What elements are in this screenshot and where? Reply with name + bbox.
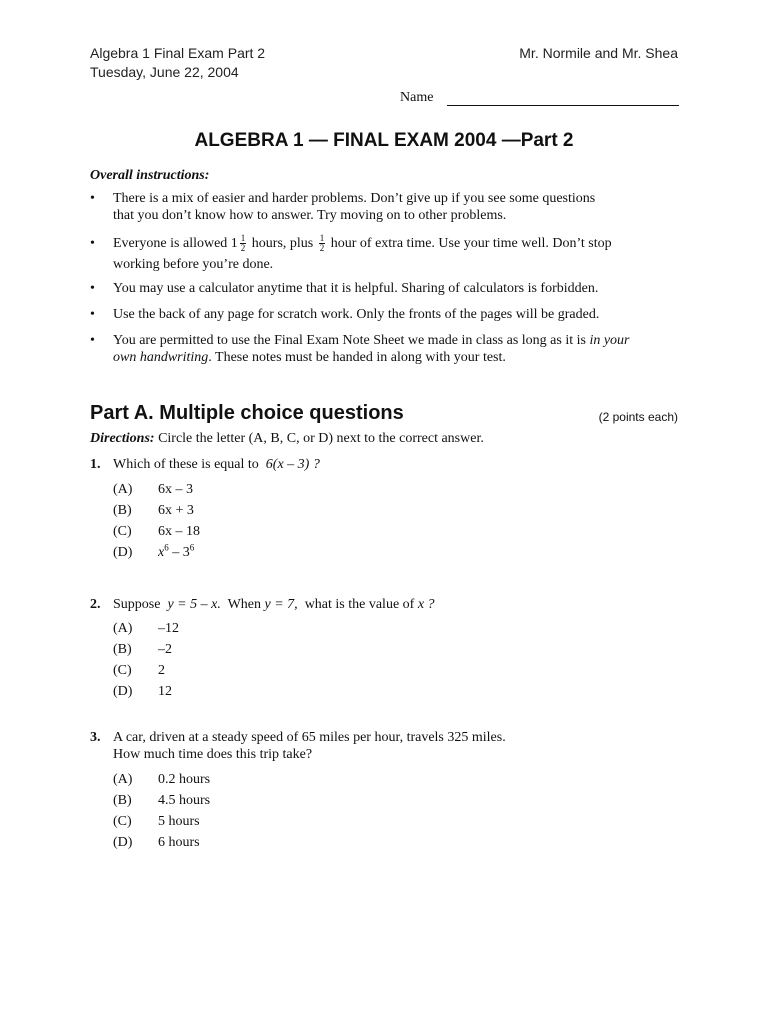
name-label: Name	[400, 90, 434, 105]
question-text: A car, driven at a steady speed of 65 miles per hour, travels 325 miles.	[113, 730, 506, 745]
question-text: When	[227, 597, 262, 612]
teacher-names: Mr. Normile and Mr. Shea	[519, 45, 678, 61]
question-expression: 6(x – 3) ?	[265, 457, 320, 472]
instruction-text: hours, plus	[251, 236, 314, 251]
instruction-text-italic: own handwriting	[113, 350, 209, 365]
question-expression: y = 5 – x.	[167, 597, 221, 612]
name-field-row	[400, 90, 679, 106]
instruction-item	[90, 332, 690, 366]
instruction-item	[90, 233, 690, 275]
choice-b[interactable]: (B) 6x + 3	[113, 503, 194, 518]
fraction-one-half: $\frac{1}{2}$	[319, 233, 325, 254]
directions	[90, 431, 484, 447]
choice-d[interactable]: (D) 6 hours	[113, 835, 200, 850]
name-blank-line[interactable]	[447, 91, 679, 106]
question-2	[90, 596, 690, 613]
choice-b[interactable]: (B) –2	[113, 642, 172, 657]
question-3-choices	[113, 769, 210, 853]
instruction-item	[90, 280, 690, 297]
question-text: Which of these is equal to	[113, 457, 259, 472]
instruction-text: Use the back of any page for scratch work. Only the fronts of the pages will be graded.	[113, 307, 600, 322]
instruction-text: working before you’re done.	[113, 257, 274, 272]
instruction-text: hour of extra time. Use your time well. Don’t stop	[330, 236, 612, 251]
question-text: Suppose	[113, 597, 161, 612]
choice-d[interactable]: (D) 12	[113, 684, 172, 699]
instruction-text: that you don’t know how to answer. Try moving on to other problems.	[113, 208, 507, 223]
choice-c[interactable]: (C) 6x – 18	[113, 524, 200, 539]
question-text: what is the value of	[304, 597, 415, 612]
choice-a[interactable]: (A) 0.2 hours	[113, 772, 211, 787]
question-expression: x ?	[417, 597, 435, 612]
question-number: 1.	[90, 457, 101, 472]
part-a-heading: Part A. Multiple choice questions	[90, 402, 404, 424]
exam-title: ALGEBRA 1 — FINAL EXAM 2004 —Part 2	[194, 130, 574, 151]
instruction-item	[90, 190, 690, 224]
points-note: (2 points each)	[598, 410, 678, 424]
instruction-text: . These notes must be handed in along with your test.	[208, 350, 506, 365]
instruction-item	[90, 306, 690, 323]
choice-a[interactable]: (A) –12	[113, 621, 179, 636]
instruction-text: Everyone is allowed 1	[113, 236, 238, 251]
question-1-choices	[113, 479, 200, 563]
instructions-heading: Overall instructions:	[90, 168, 210, 183]
question-number: 2.	[90, 597, 101, 612]
choice-d[interactable]: (D) $x^6 - 3^6$	[113, 542, 195, 560]
instruction-text-italic: in your	[589, 333, 630, 348]
instruction-text: There is a mix of easier and harder problems. Don’t give up if you see some questions	[113, 191, 596, 206]
fraction-one-half: $\frac{1}{2}$	[240, 233, 246, 254]
course-title: Algebra 1 Final Exam Part 2	[90, 45, 266, 61]
choice-c[interactable]: (C) 2	[113, 663, 165, 678]
question-number: 3.	[90, 730, 101, 745]
question-3	[90, 729, 690, 763]
question-expression: y = 7,	[264, 597, 298, 612]
instructions-list	[90, 190, 690, 375]
choice-b[interactable]: (B) 4.5 hours	[113, 793, 211, 808]
choice-a[interactable]: (A) 6x – 3	[113, 482, 193, 497]
exam-date: Tuesday, June 22, 2004	[90, 64, 239, 80]
question-2-choices	[113, 618, 179, 702]
instruction-text: You may use a calculator anytime that it is helpful. Sharing of calculators is forbidden.	[113, 281, 599, 296]
choice-c[interactable]: (C) 5 hours	[113, 814, 200, 829]
question-text: How much time does this trip take?	[113, 747, 313, 762]
instruction-text: You are permitted to use the Final Exam Note Sheet we made in class as long as it is	[113, 333, 586, 348]
directions-text: Circle the letter (A, B, C, or D) next to the correct answer.	[158, 431, 484, 446]
question-1	[90, 456, 690, 473]
directions-label: Directions:	[90, 431, 155, 446]
